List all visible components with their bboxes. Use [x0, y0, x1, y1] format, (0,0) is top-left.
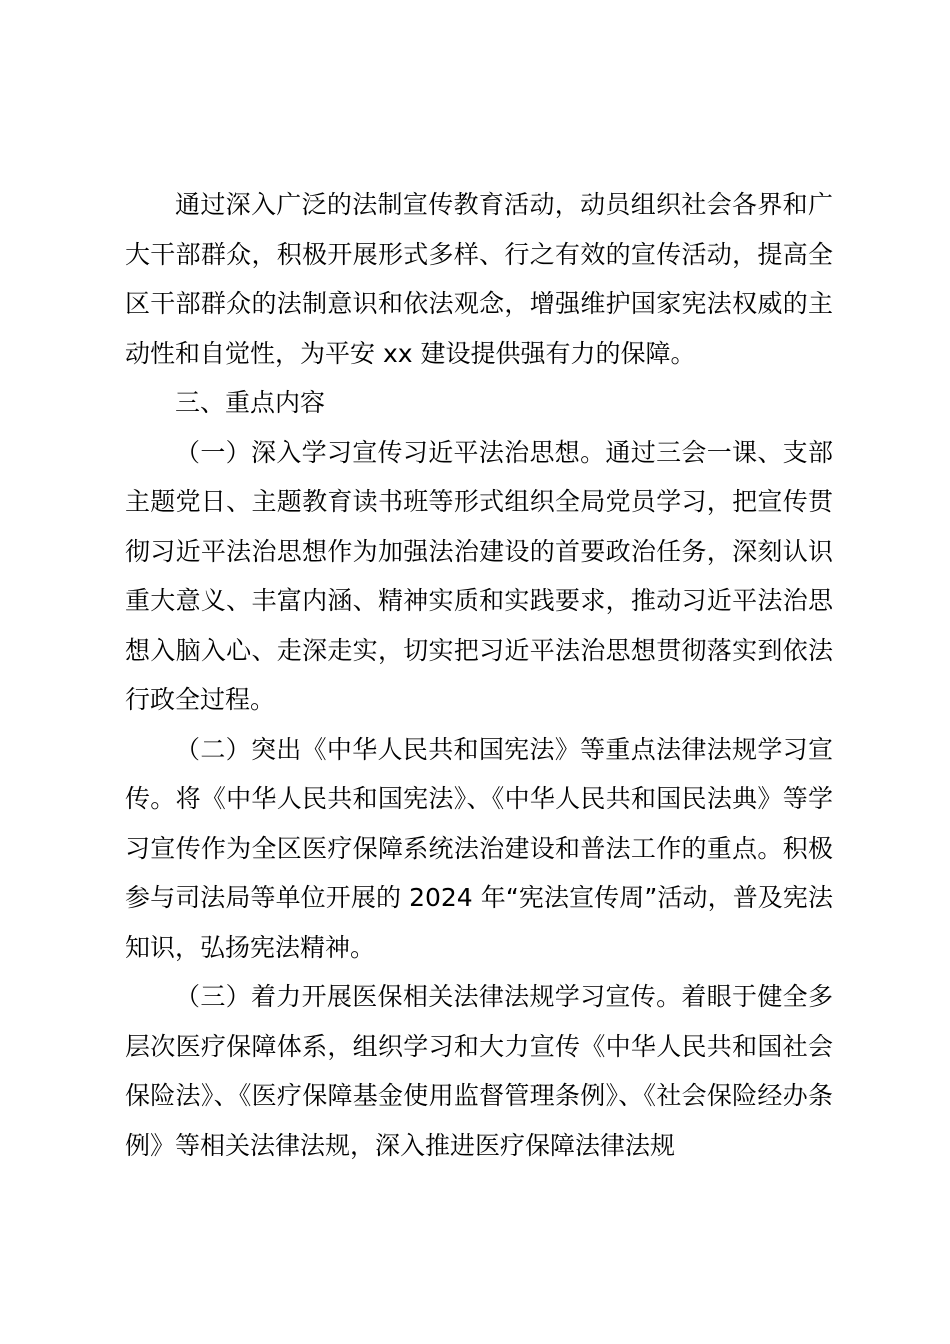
paragraph-item-1: （一）深入学习宣传习近平法治思想。通过三会一课、支部主题党日、主题教育读书班等形式组织全局党员学习，把宣传贯彻习近平法治思想作为加强法治建设的首要政治任务，深刻认识重大意义、丰富内涵、精神实质和实践要求，推动习近平法治思想入脑入心、走深走实，切实把习近平法治思想贯彻落实到依法行政全过程。 — [125, 437, 833, 714]
paragraph-item-3: （三）着力开展医保相关法律法规学习宣传。着眼于健全多层次医疗保障体系，组织学习和大力宣传《中华人民共和国社会保险法》、《医疗保障基金使用监督管理条例》、《社会保险经办条例》等相关法律法规，深入推进医疗保障法律法规 — [125, 982, 833, 1160]
section-heading-key-content: 三、重点内容 — [175, 388, 326, 417]
document-body — [125, 180, 833, 1170]
paragraph-purpose: 通过深入广泛的法制宣传教育活动，动员组织社会各界和广大干部群众，积极开展形式多样、行之有效的宣传活动，提高全区干部群众的法制意识和依法观念，增强维护国家宪法权威的主动性和自觉性，为平安 xx 建设提供强有力的保障。 — [125, 190, 833, 368]
paragraph-item-2: （二）突出《中华人民共和国宪法》等重点法律法规学习宣传。将《中华人民共和国宪法》、《中华人民共和国民法典》等学习宣传作为全区医疗保障系统法治建设和普法工作的重点。积极参与司法局等单位开展的 2024 年“宪法宣传周”活动，普及宪法知识，弘扬宪法精神。 — [125, 734, 833, 962]
